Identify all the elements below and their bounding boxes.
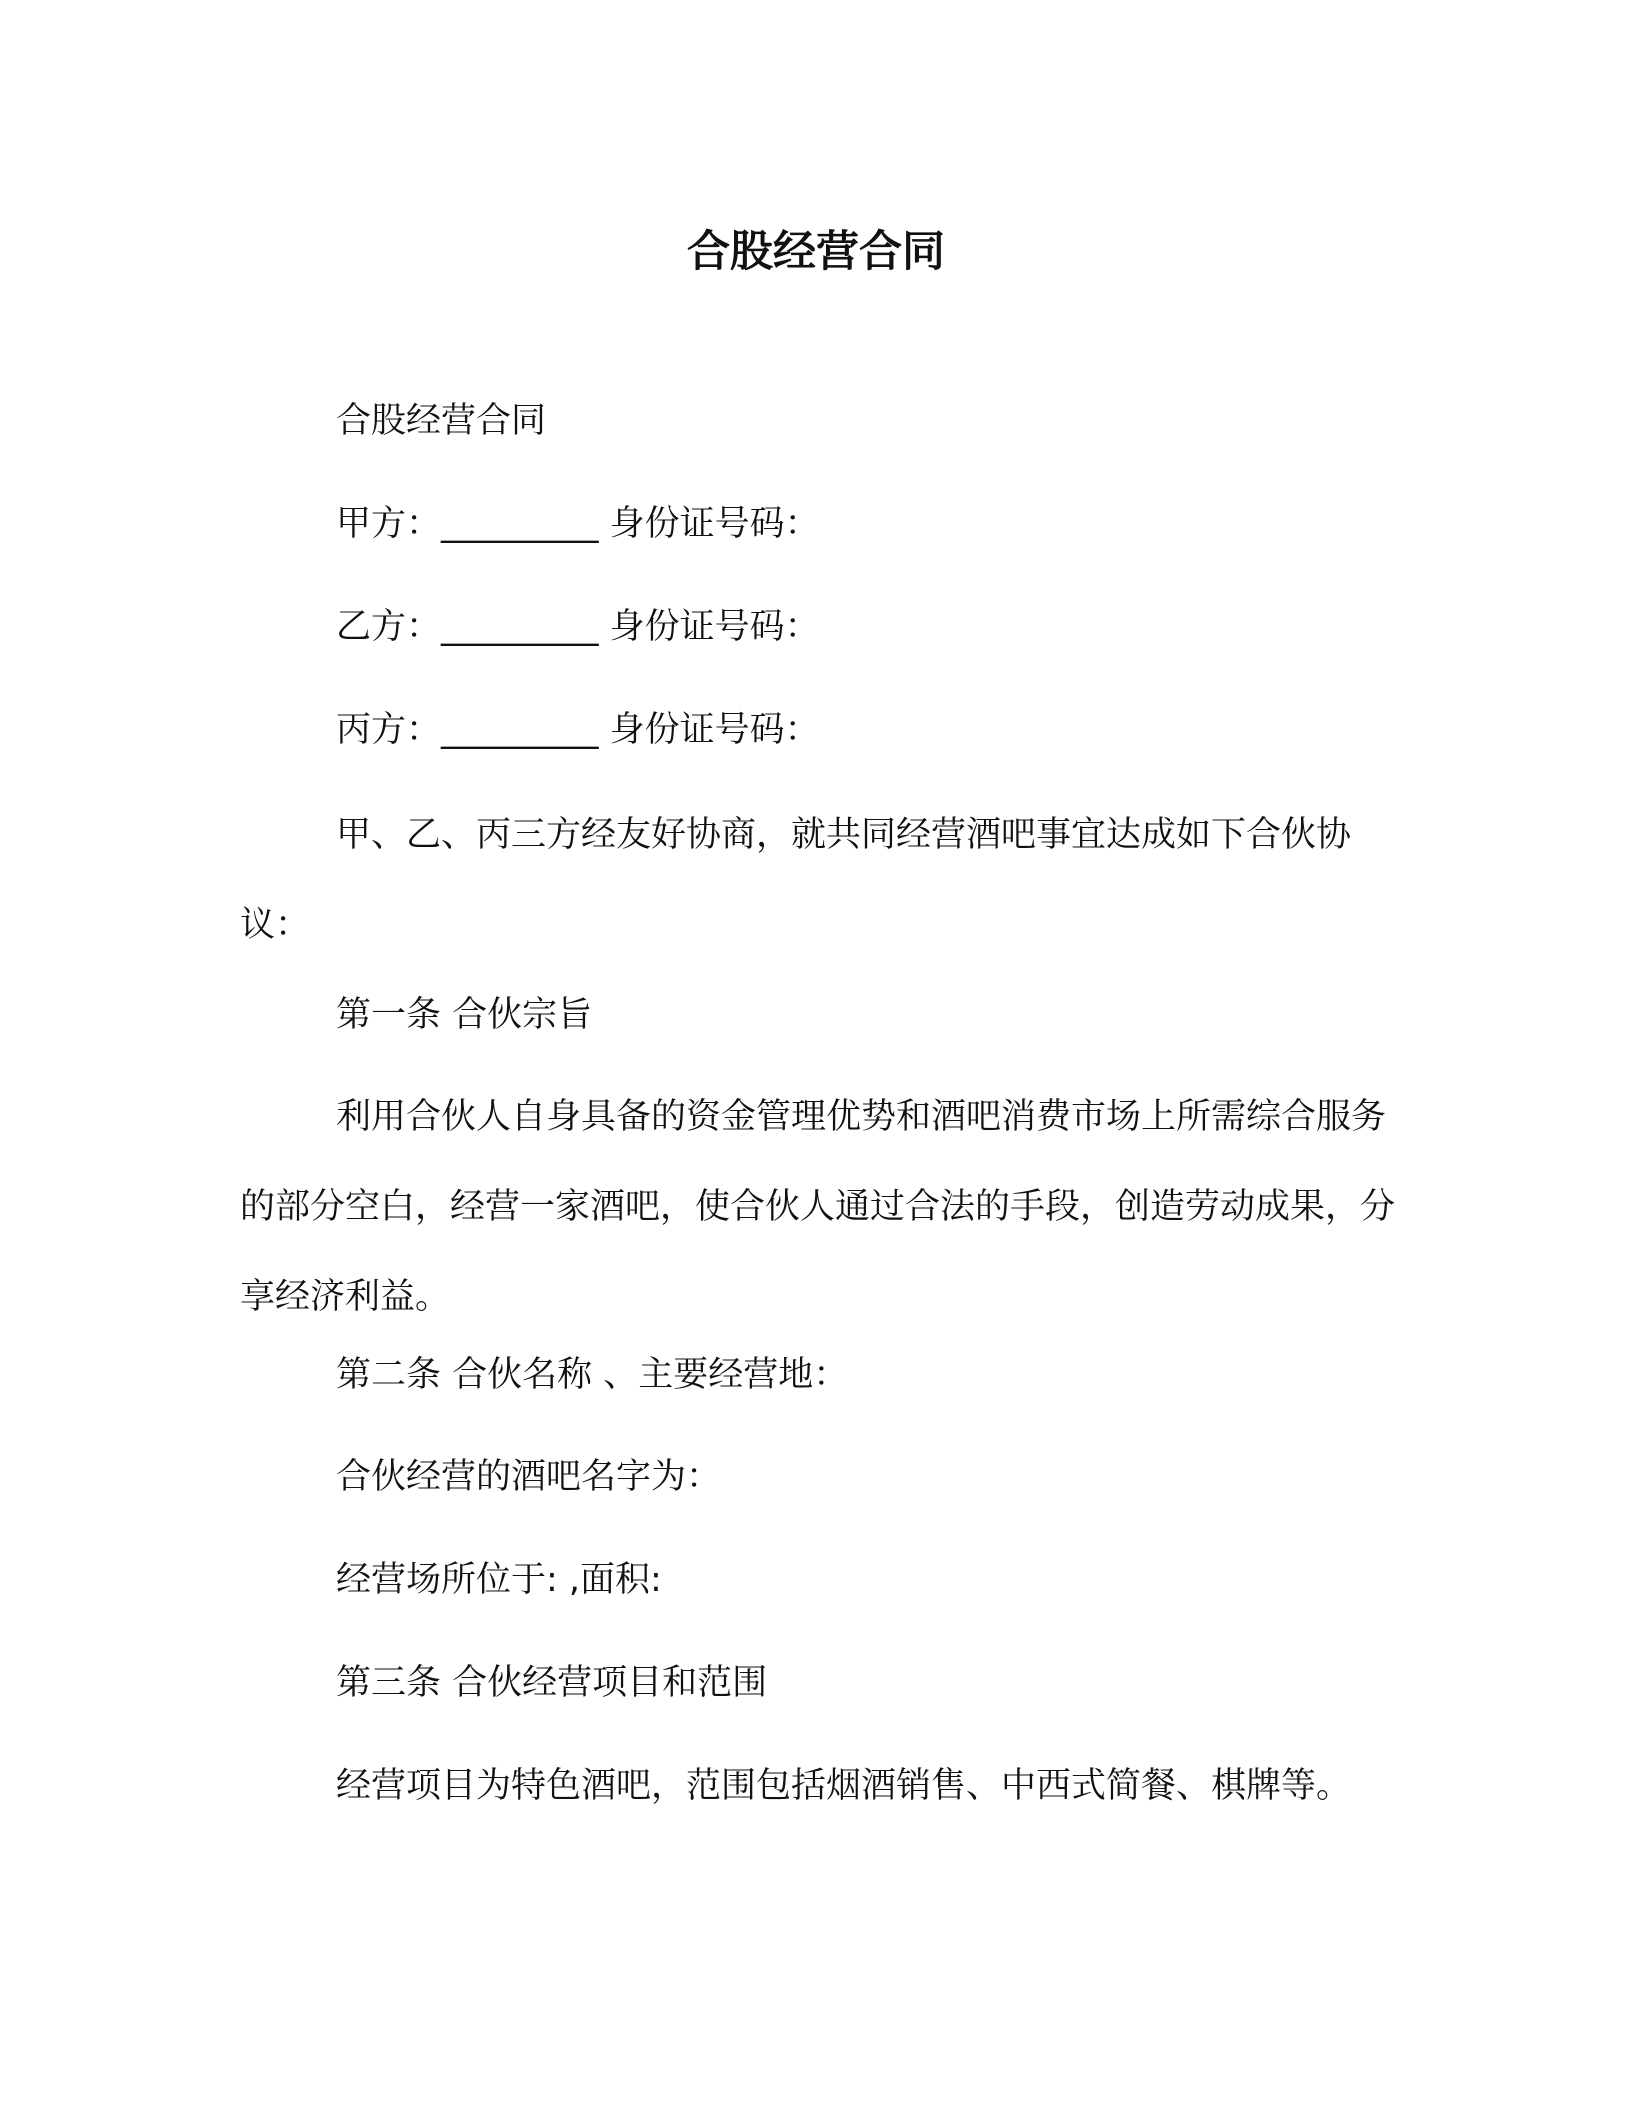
document-title: 合股经营合同 xyxy=(687,227,945,277)
article-2-bar-name: 合伙经营的酒吧名字为： xyxy=(336,1457,722,1497)
article-3-heading: 第三条 合伙经营项目和范围 xyxy=(336,1663,768,1703)
article-3-body: 经营项目为特色酒吧，范围包括烟酒销售、中西式简餐、棋牌等。 xyxy=(336,1766,1352,1806)
article-2-heading: 第二条 合伙名称 、主要经营地： xyxy=(336,1355,849,1395)
article-1-body: 利用合伙人自身具备的资金管理优势和酒吧消费市场上所需综合服务的部分空白，经营一家酒吧，使合伙人通过合法的手段，创造劳动成果，分享经济利益。 xyxy=(240,1097,1396,1317)
article-1-heading: 第一条 合伙宗旨 xyxy=(336,995,593,1035)
party-b-line: 乙方：_________ 身份证号码： xyxy=(336,607,820,647)
document-subtitle: 合股经营合同 xyxy=(336,401,547,441)
party-a-line: 甲方：_________ 身份证号码： xyxy=(336,504,820,544)
intro-paragraph: 甲、乙、丙三方经友好协商，就共同经营酒吧事宜达成如下合伙协议： xyxy=(240,815,1352,945)
party-c-line: 丙方：_________ 身份证号码： xyxy=(336,710,820,750)
article-2-location: 经营场所位于: ,面积: xyxy=(336,1560,662,1600)
